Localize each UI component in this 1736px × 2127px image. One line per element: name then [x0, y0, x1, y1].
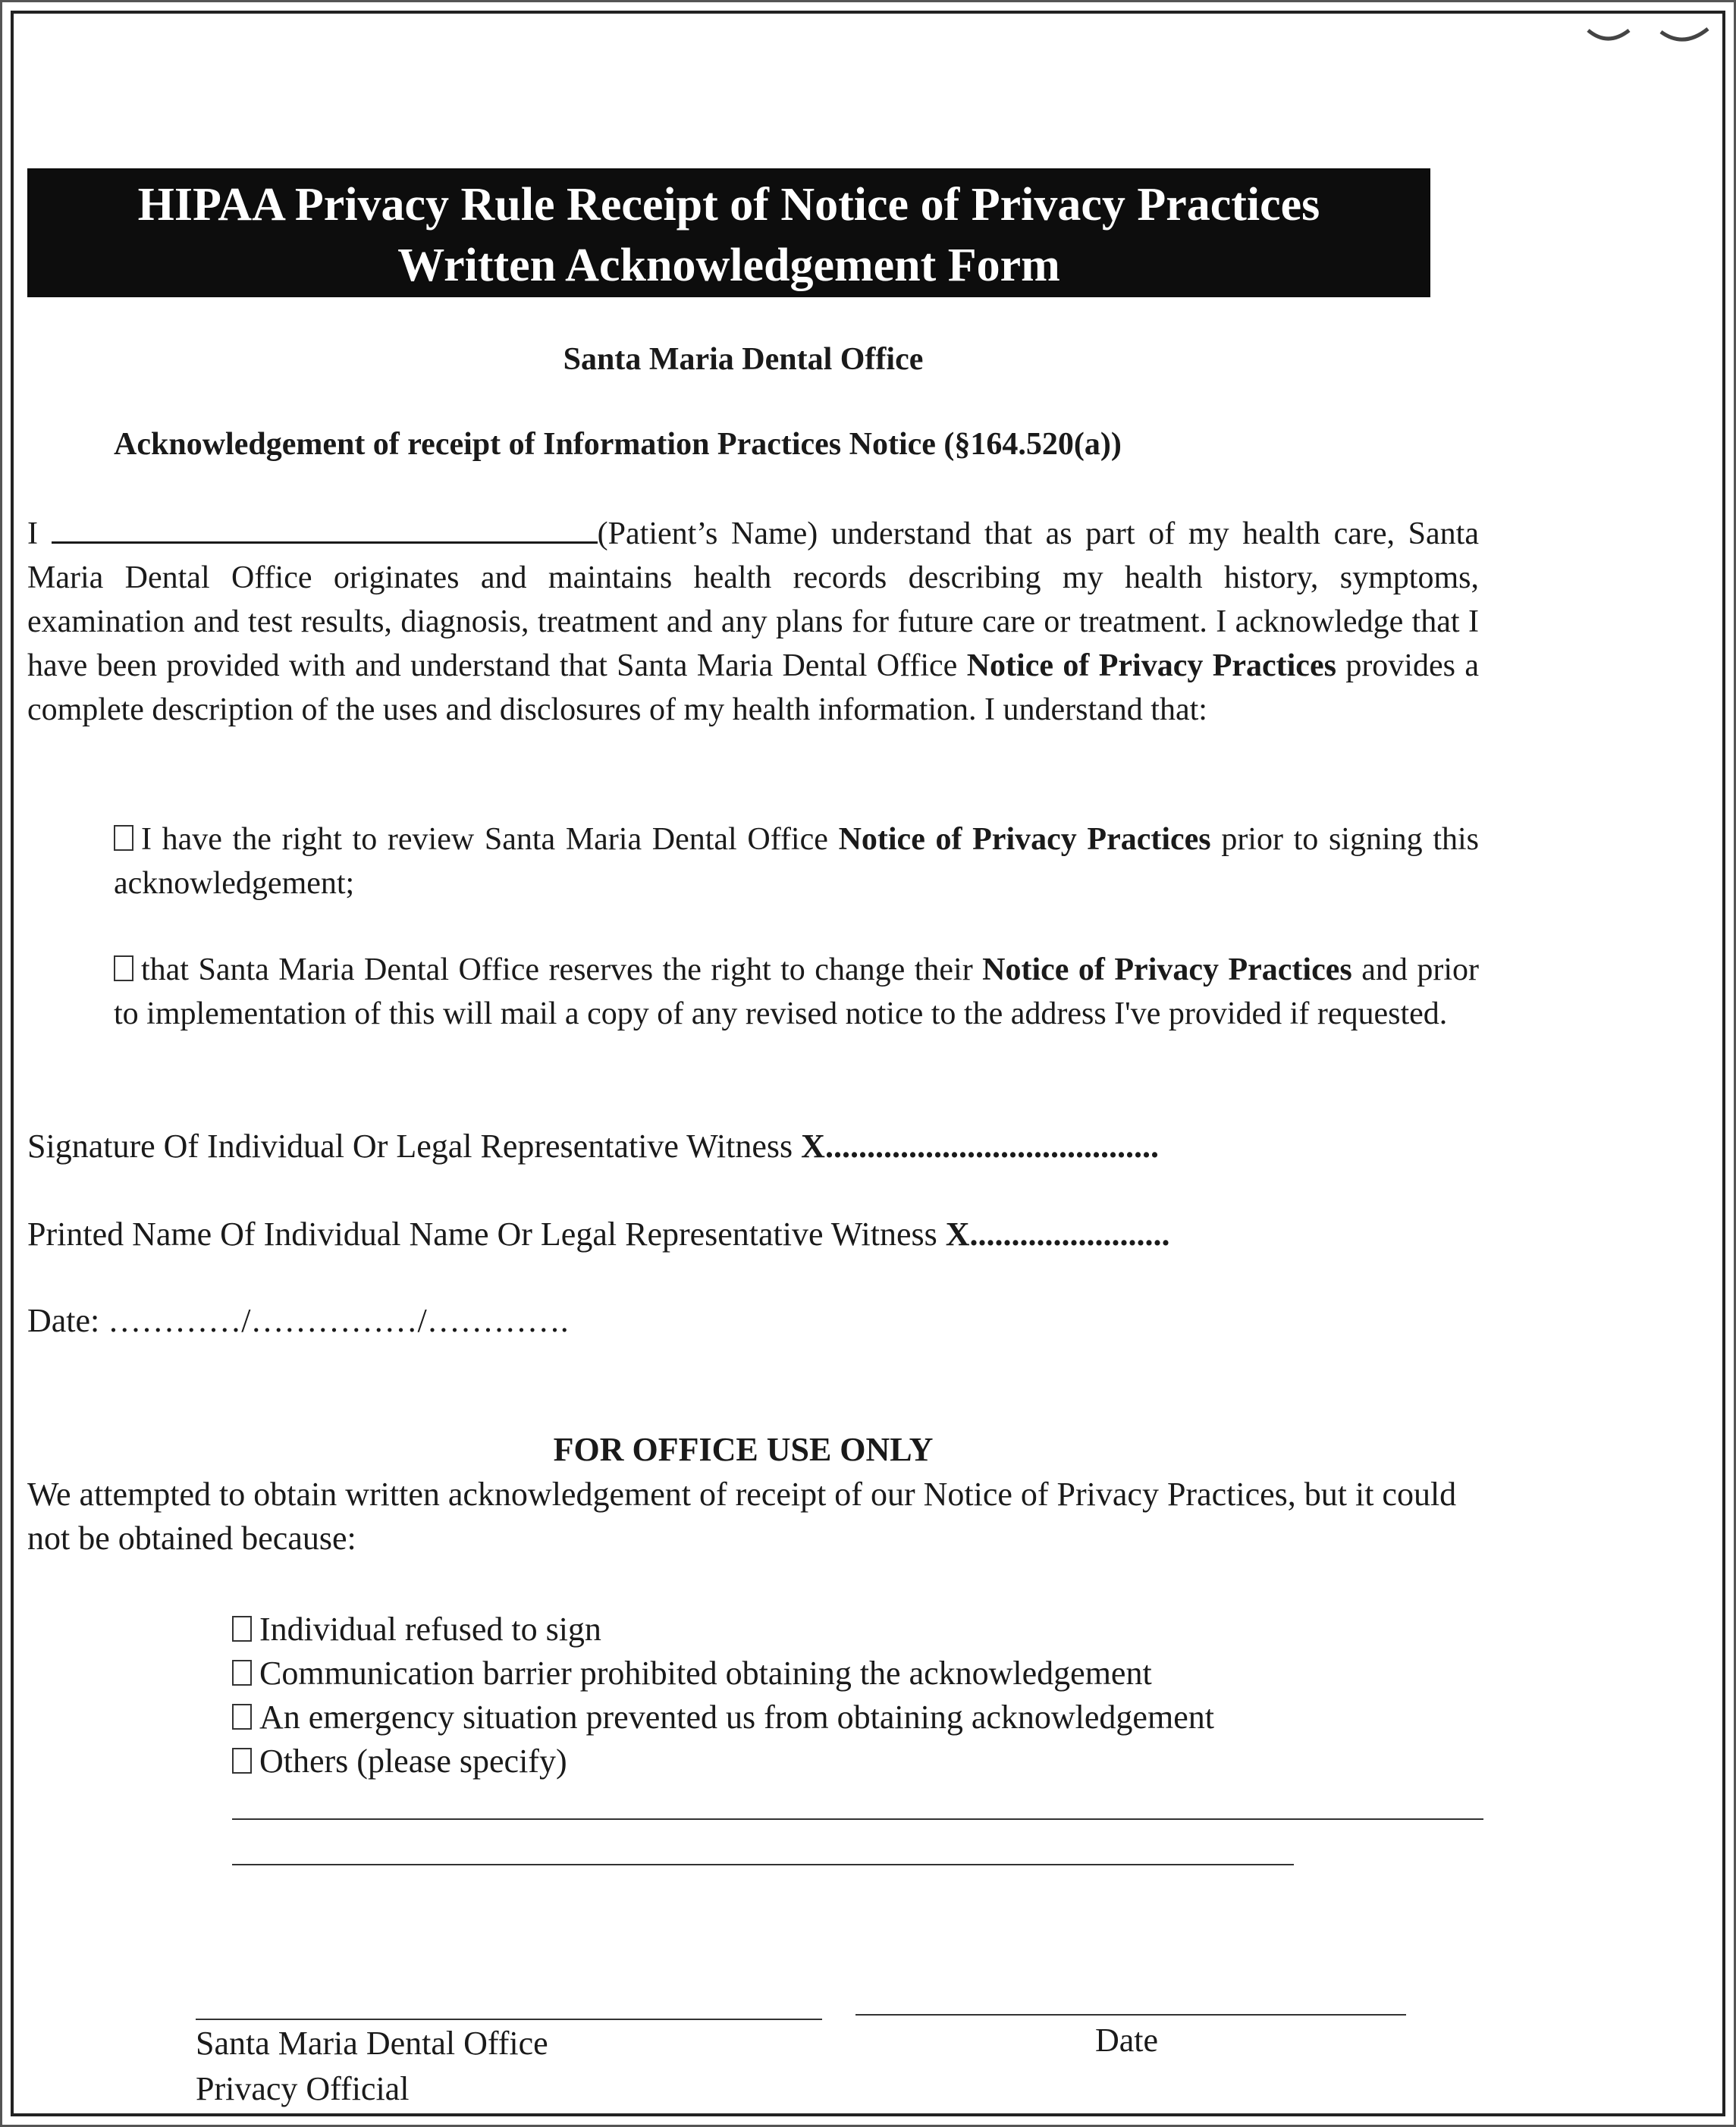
bullet-bold: Notice of Privacy Practices — [982, 952, 1352, 987]
intro-prefix: I — [27, 516, 52, 551]
checkbox[interactable] — [232, 1616, 252, 1642]
specify-line-1[interactable] — [232, 1818, 1483, 1820]
checkbox[interactable] — [232, 1660, 252, 1686]
acknowledgement-heading: Acknowledgement of receipt of Information Practices Notice (§164.520(a)) — [114, 427, 1122, 462]
patient-name-blank[interactable] — [52, 511, 598, 544]
bullet-bold: Notice of Privacy Practices — [838, 822, 1211, 857]
checkbox[interactable] — [114, 825, 133, 851]
office-use-text: We attempted to obtain written acknowledgement of receipt of our Notice of Privacy Practices, but it could not be obtained because: — [27, 1476, 1457, 1557]
date-placeholder: …………/……………/…………. — [108, 1302, 569, 1339]
reason-item — [232, 1652, 1214, 1696]
office-use-heading: FOR OFFICE USE ONLY — [553, 1431, 934, 1468]
reason-item — [232, 1740, 1214, 1783]
bullet-tail: prior to signing this acknowledgement; — [114, 822, 1479, 901]
bullet-item — [114, 817, 1479, 905]
printed-name-field[interactable] — [27, 1215, 1170, 1253]
specify-line-2[interactable] — [232, 1864, 1294, 1865]
title-banner — [27, 168, 1430, 297]
bullet-tail: and prior to implementation of this will mail a copy of any revised notice to the address I've provided if requested. — [114, 952, 1479, 1031]
official-signature-line[interactable] — [196, 2019, 822, 2020]
intro-bold-phrase: Notice of Privacy Practices — [966, 648, 1336, 683]
printed-name-label: Printed Name Of Individual Name Or Legal Representative Witness — [27, 1216, 946, 1253]
reason-label: Individual refused to sign — [259, 1611, 601, 1648]
date-field[interactable] — [27, 1301, 569, 1340]
intro-tail: provides a complete description of the uses and disclosures of my health information. I understand that: — [27, 648, 1479, 727]
official-label-line-2: Privacy Official — [196, 2070, 410, 2107]
page-inner-border — [11, 11, 1725, 2116]
signature-field[interactable] — [27, 1127, 1159, 1165]
date-label-bottom: Date — [1095, 2022, 1159, 2059]
title-line-2: Written Acknowledgement Form — [397, 240, 1060, 291]
printed-name-dots: ........................ — [969, 1216, 1170, 1253]
date-label: Date: — [27, 1302, 108, 1339]
reason-label: An emergency situation prevented us from obtaining acknowledgement — [259, 1699, 1214, 1736]
bullet-lead: that Santa Maria Dental Office reserves the right to change their — [141, 952, 983, 987]
bullet-item — [114, 948, 1479, 1036]
official-label-line-1: Santa Maria Dental Office — [196, 2025, 548, 2062]
office-name-heading: Santa Maria Dental Office — [563, 342, 924, 377]
printed-name-x-mark: X — [945, 1216, 970, 1253]
checkbox[interactable] — [232, 1748, 252, 1774]
scan-corner-marks — [1585, 21, 1714, 52]
reason-label: Others (please specify) — [259, 1743, 567, 1780]
checkbox[interactable] — [232, 1704, 252, 1730]
checkbox[interactable] — [114, 955, 133, 981]
title-line-1: HIPAA Privacy Rule Receipt of Notice of Privacy Practices — [137, 179, 1320, 231]
reason-item — [232, 1696, 1214, 1740]
date-signature-line[interactable] — [855, 2014, 1406, 2016]
intro-paragraph — [27, 511, 1479, 732]
reasons-list — [232, 1608, 1214, 1783]
reason-label: Communication barrier prohibited obtaining the acknowledgement — [259, 1655, 1152, 1692]
signature-dots: ........................................ — [824, 1128, 1159, 1165]
signature-x-mark: X — [801, 1128, 825, 1165]
signature-label: Signature Of Individual Or Legal Representative Witness — [27, 1128, 802, 1165]
bullet-lead: I have the right to review Santa Maria Dental Office — [141, 822, 839, 857]
reason-item — [232, 1608, 1214, 1652]
intro-body: (Patient’s Name) understand that as part of my health care, Santa Maria Dental Office originates and maintains health records describing my health history, symptoms, examination and test results, diagnosis, treatment and any plans for future care or treatment. I acknowledge that I have been provided with and understand that Santa Maria Dental Office — [27, 516, 1479, 683]
